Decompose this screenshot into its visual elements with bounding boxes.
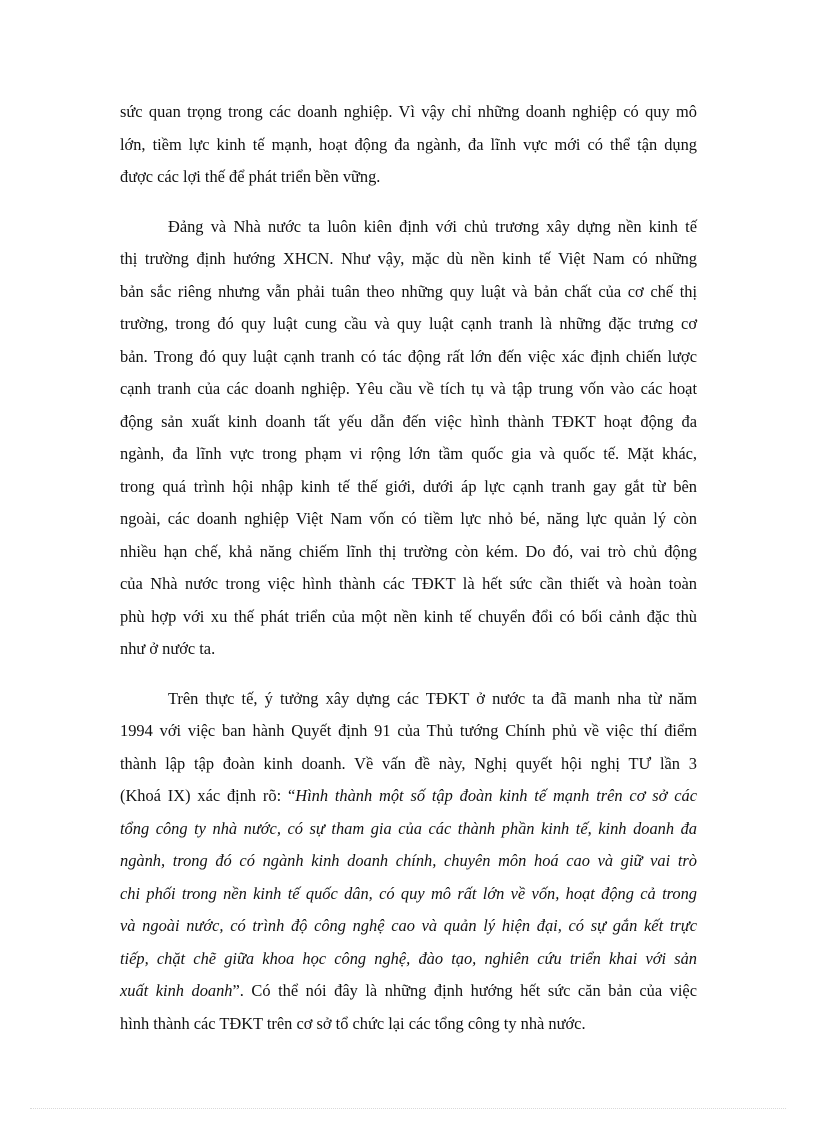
paragraph-3-line: 1994 với việc ban hành Quyết định 91 của Thủ tướng Chính phủ về việc thí điểm <box>120 721 697 740</box>
paragraph-2-line: cạnh tranh của các doanh nghiệp. Yêu cầu về tích tụ và tập trung vốn vào các hoạt <box>120 379 697 398</box>
paragraph-2-line: phù hợp với xu thế phát triển của một nền kinh tế chuyển đổi có bối cảnh đặc thù <box>120 606 697 626</box>
paragraph-3-line-mixed <box>120 780 697 813</box>
paragraph-2-line: động sản xuất kinh doanh tất yếu dẫn đến việc hình thành TĐKT hoạt động đa <box>120 411 697 431</box>
resolution-quote: xuất kinh doanh <box>120 981 233 1000</box>
resolution-quote: và ngoài nước, có trình độ công nghệ cao và quản lý hiện đại, có sự gắn kết trực <box>120 916 697 935</box>
paragraph-2-line: thị trường định hướng XHCN. Như vậy, mặc dù nền kinh tế Việt Nam có những <box>120 249 697 268</box>
paragraph-2-line: trong quá trình hội nhập kinh tế thế giới, dưới áp lực cạnh tranh gay gắt từ bên <box>120 476 697 496</box>
paragraph-2-line: bản. Trong đó quy luật cạnh tranh có tác động rất lớn đến việc xác định chiến lược <box>120 346 697 366</box>
paragraph-2-line: Đảng và Nhà nước ta luôn kiên định với chủ trương xây dựng nền kinh tế <box>168 216 697 236</box>
paragraph-3-line <box>120 813 697 846</box>
paragraph-spacing <box>120 666 697 683</box>
paragraph-2 <box>120 211 697 666</box>
paragraph-3-line: Trên thực tế, ý tưởng xây dựng các TĐKT ở nước ta đã manh nha từ năm <box>168 688 697 708</box>
paragraph-2-line: ngoài, các doanh nghiệp Việt Nam vốn có tiềm lực nhỏ bé, năng lực quản lý còn <box>120 509 697 528</box>
resolution-quote: tổng công ty nhà nước, có sự tham gia của các thành phần kinh tế, kinh doanh đa <box>120 818 697 838</box>
paragraph-3-line-mixed <box>120 975 697 1008</box>
paragraph-2-line: bản sắc riêng nhưng vẫn phải tuân theo những quy luật và bản chất của cơ chế thị <box>120 281 697 301</box>
quote-close: ”. Có thể nói đây là những định hướng hết sức căn bản của việc <box>232 981 697 1000</box>
paragraph-3-line <box>120 943 697 976</box>
body-text <box>120 96 697 1040</box>
paragraph-3-line <box>120 910 697 943</box>
paragraph-2-line: ngành, đa lĩnh vực trong phạm vi rộng lớn tầm quốc gia và quốc tế. Mặt khác, <box>120 444 697 463</box>
paragraph-2-line: trường, trong đó quy luật cung cầu và quy luật cạnh tranh là những đặc trưng cơ <box>120 314 697 333</box>
paragraph-3 <box>120 683 697 1041</box>
resolution-quote: Hình thành một số tập đoàn kinh tế mạnh trên cơ sở các <box>295 786 697 805</box>
paragraph-1 <box>120 96 697 194</box>
paragraph-2-line: của Nhà nước trong việc hình thành các TĐKT là hết sức cần thiết và hoàn toàn <box>120 574 697 593</box>
footer-divider <box>30 1108 786 1109</box>
paragraph-1-line: được các lợi thế để phát triển bền vững. <box>120 167 381 186</box>
paragraph-spacing <box>120 194 697 211</box>
paragraph-2-line: nhiều hạn chế, khả năng chiếm lĩnh thị trường còn kém. Do đó, vai trò chủ động <box>120 541 697 561</box>
resolution-quote: ngành, trong đó có ngành kinh doanh chính, chuyên môn hoá cao và giữ vai trò <box>120 851 697 870</box>
paragraph-2-line: như ở nước ta. <box>120 639 216 658</box>
resolution-quote: chi phối trong nền kinh tế quốc dân, có quy mô rất lớn về vốn, hoạt động cả trong <box>120 883 697 903</box>
resolution-quote: tiếp, chặt chẽ giữa khoa học công nghệ, đào tạo, nghiên cứu triển khai với sản <box>120 948 697 968</box>
quote-intro: (Khoá IX) xác định rõ: “ <box>120 786 296 805</box>
paragraph-3-line <box>120 845 697 878</box>
paragraph-1-line: lớn, tiềm lực kinh tế mạnh, hoạt động đa ngành, đa lĩnh vực mới có thể tận dụng <box>120 134 697 154</box>
paragraph-3-line: hình thành các TĐKT trên cơ sở tổ chức lại các tổng công ty nhà nước. <box>120 1013 586 1033</box>
paragraph-3-line <box>120 878 697 911</box>
paragraph-1-line: sức quan trọng trong các doanh nghiệp. Vì vậy chỉ những doanh nghiệp có quy mô <box>120 102 697 121</box>
paragraph-3-line: thành lập tập đoàn kinh doanh. Về vấn đề này, Nghị quyết hội nghị TƯ lần 3 <box>120 753 697 773</box>
